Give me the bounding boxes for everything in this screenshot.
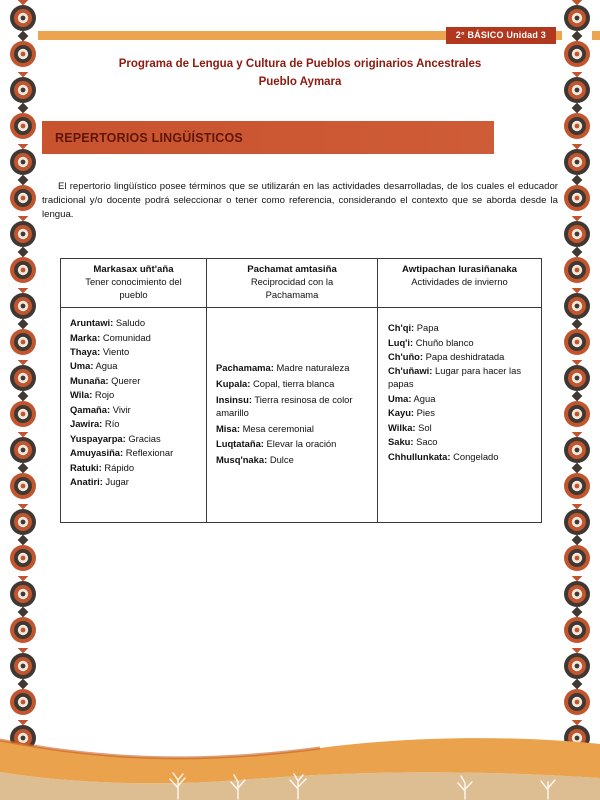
- program-title: Programa de Lengua y Cultura de Pueblos originarios Ancestrales: [118, 58, 482, 70]
- page-title: [38, 56, 562, 92]
- column-title: Awtipachan lurasiñanaka: [402, 264, 517, 275]
- vocab-entry: Saku: Saco: [388, 436, 438, 448]
- decorative-border-right: [562, 0, 592, 760]
- table-header-row: [61, 259, 541, 308]
- vocab-entry: Pachamama: Madre naturaleza: [216, 361, 350, 373]
- vocab-entry: Ratuki: Rápido: [70, 461, 135, 473]
- vocab-entry: Aruntawi: Saludo: [70, 317, 146, 329]
- vocab-entry: Luq'i: Chuño blanco: [388, 336, 474, 348]
- column-title: Pachamat amtasiña: [247, 264, 337, 275]
- vocab-entry: Qamaña: Vivir: [70, 403, 131, 415]
- table-header-markasax: [61, 259, 207, 308]
- vocab-entry: Chhullunkata: Congelado: [388, 450, 499, 462]
- vocab-entry: Jawira: Río: [70, 418, 120, 430]
- vocab-entry: Ch'uñawi: Lugar para hacer las papas: [388, 365, 522, 390]
- column-subtitle: Tener conocimiento del pueblo: [85, 276, 182, 300]
- vocab-entry: Munaña: Querer: [70, 374, 141, 386]
- section-banner-label: REPERTORIOS LINGÜÍSTICOS: [55, 130, 243, 145]
- vocab-entry: Uma: Agua: [70, 360, 118, 372]
- vocab-entry: Musq'naka: Dulce: [216, 454, 294, 466]
- vocab-entry: Wila: Rojo: [70, 389, 115, 401]
- vocab-entry: Yuspayarpa: Gracias: [70, 432, 161, 444]
- vocab-column-awtipachan: [378, 308, 541, 522]
- section-banner: [42, 121, 494, 154]
- intro-paragraph: El repertorio lingüístico posee términos que se utilizarán en las actividades desarrolladas, de los cuales el educador tradicional y/o docente podrá seleccionar o tener como referencia, considerando el contexto que se aborda desde la lengua.: [42, 181, 558, 220]
- repertoire-table: [60, 258, 542, 523]
- vocab-entry: Misa: Mesa ceremonial: [216, 422, 314, 434]
- vocab-entry: Kayu: Pies: [388, 407, 435, 419]
- vocab-entry: Insinsu: Tierra resinosa de color amarillo: [216, 393, 353, 418]
- vocab-entry: Thaya: Viento: [70, 345, 130, 357]
- vocab-entry: Kupala: Copal, tierra blanca: [216, 377, 335, 389]
- vocab-entry: Wilka: Sol: [388, 421, 432, 433]
- column-subtitle: Actividades de invierno: [411, 276, 508, 288]
- table-header-pachamat: [207, 259, 378, 308]
- vocab-entry: Amuyasiña: Reflexionar: [70, 447, 174, 459]
- vocab-column-markasax: [61, 308, 207, 522]
- vocab-entry: Marka: Comunidad: [70, 331, 151, 343]
- vocab-entry: Uma: Agua: [388, 392, 436, 404]
- decorative-border-left: [8, 0, 38, 760]
- pueblo-subtitle: Pueblo Aymara: [258, 75, 342, 88]
- unit-badge: 2° BÁSICO Unidad 3: [446, 27, 556, 44]
- column-subtitle: Reciprocidad con la Pachamama: [250, 276, 334, 300]
- table-body-row: [61, 308, 541, 522]
- column-title: Markasax uñt'aña: [93, 264, 174, 275]
- vocab-entry: Luqtataña: Elevar la oración: [216, 438, 337, 450]
- vocab-entry: Ch'uño: Papa deshidratada: [388, 350, 505, 362]
- vocab-column-pachamat: [207, 308, 378, 522]
- vocab-entry: Anatiri: Jugar: [70, 476, 129, 488]
- footer-decoration: [0, 730, 600, 800]
- table-header-awtipachan: [378, 259, 541, 308]
- vocab-entry: Ch'qi: Papa: [388, 322, 439, 334]
